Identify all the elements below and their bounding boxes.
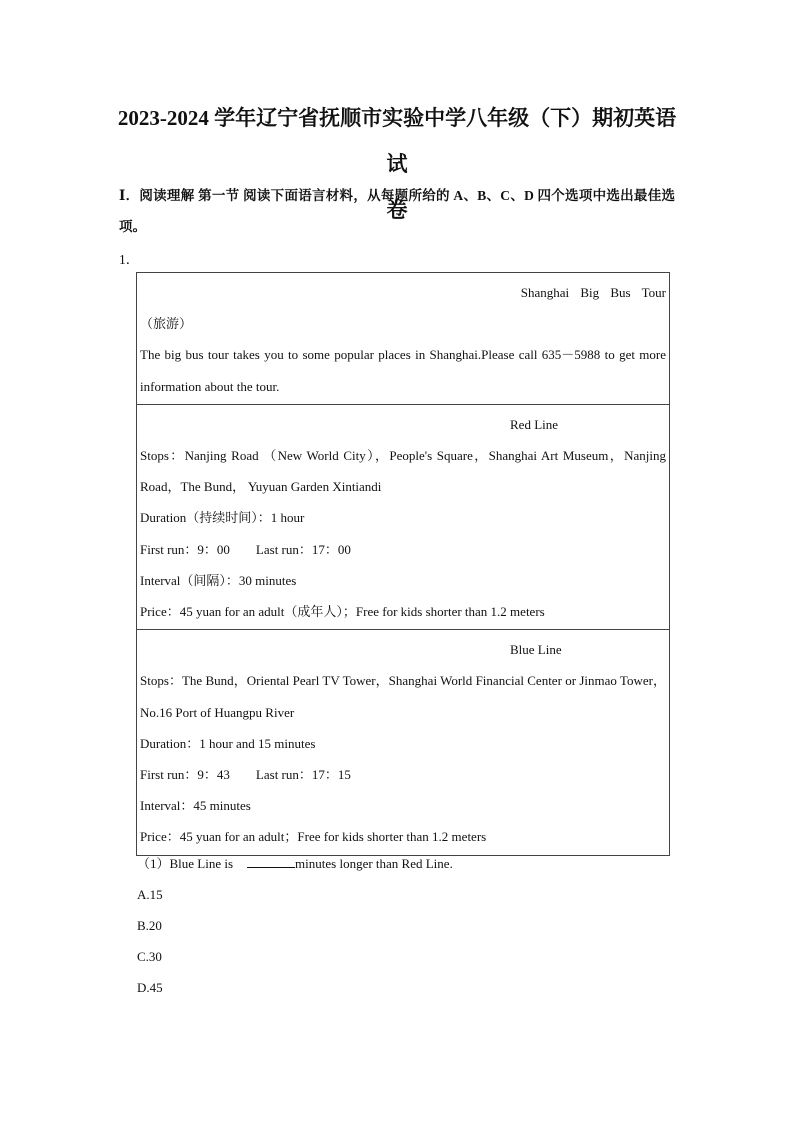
intro-title-note: （旅游）	[140, 316, 193, 332]
red-line-duration: Duration（持续时间）：1 hour	[140, 510, 305, 526]
question-stem-after: minutes longer than Red Line.	[295, 856, 453, 871]
blue-line-price: Price：45 yuan for an adult；Free for kids shorter than 1.2 meters	[140, 829, 487, 845]
option-a[interactable]: A.15	[137, 887, 163, 902]
tour-info-table	[136, 272, 670, 856]
title-line-1: 2023-2024 学年辽宁省抚顺市实验中学八年级（下）期初英语试	[117, 106, 677, 176]
question-stem-before: （1）Blue Line is	[137, 856, 234, 871]
blue-line-duration: Duration：1 hour and 15 minutes	[140, 735, 316, 751]
option-d[interactable]: D.45	[137, 980, 163, 995]
blue-line-runs: First run：9：43 Last run：17：15	[140, 767, 351, 783]
title-line-2: 卷	[386, 198, 408, 222]
answer-blank[interactable]	[247, 855, 295, 868]
question-stem	[137, 848, 453, 879]
intro-cell	[137, 273, 669, 405]
red-line-interval: Interval（间隔）：30 minutes	[140, 572, 297, 588]
red-line-title: Red Line	[510, 416, 559, 432]
blue-line-title: Blue Line	[510, 642, 562, 658]
option-c[interactable]: C.30	[137, 949, 162, 964]
blue-line-interval: Interval：45 minutes	[140, 798, 251, 814]
answer-options	[137, 879, 163, 1003]
option-b[interactable]: B.20	[137, 918, 162, 933]
intro-text: The big bus tour takes you to some popular places in Shanghai.Please call 635－5988 to get more information about the tour.	[140, 347, 666, 394]
red-line-cell	[137, 405, 669, 630]
intro-title: Shanghai Big Bus Tour	[520, 285, 666, 300]
red-line-runs: First run：9：00 Last run：17：00	[140, 541, 351, 557]
question-number: 1．	[119, 252, 140, 267]
red-line-price: Price：45 yuan for an adult（成年人）；Free for kids shorter than 1.2 meters	[140, 604, 545, 620]
section-heading: Ⅰ．阅读理解 第一节 阅读下面语言材料，从每题所给的 A、B、C、D 四个选项中选出最佳选项。	[119, 188, 675, 234]
blue-line-cell	[137, 630, 669, 854]
red-line-stops: Stops：Nanjing Road （New World City），People's Square，Shanghai Art Museum，Nanjing Road，The Bund， Yuyuan Garden Xintiandi	[140, 448, 666, 495]
blue-line-stops: Stops：The Bund，Oriental Pearl TV Tower，Shanghai World Financial Center or Jinmao Tower，No.16 Port of Huangpu River	[140, 673, 666, 720]
